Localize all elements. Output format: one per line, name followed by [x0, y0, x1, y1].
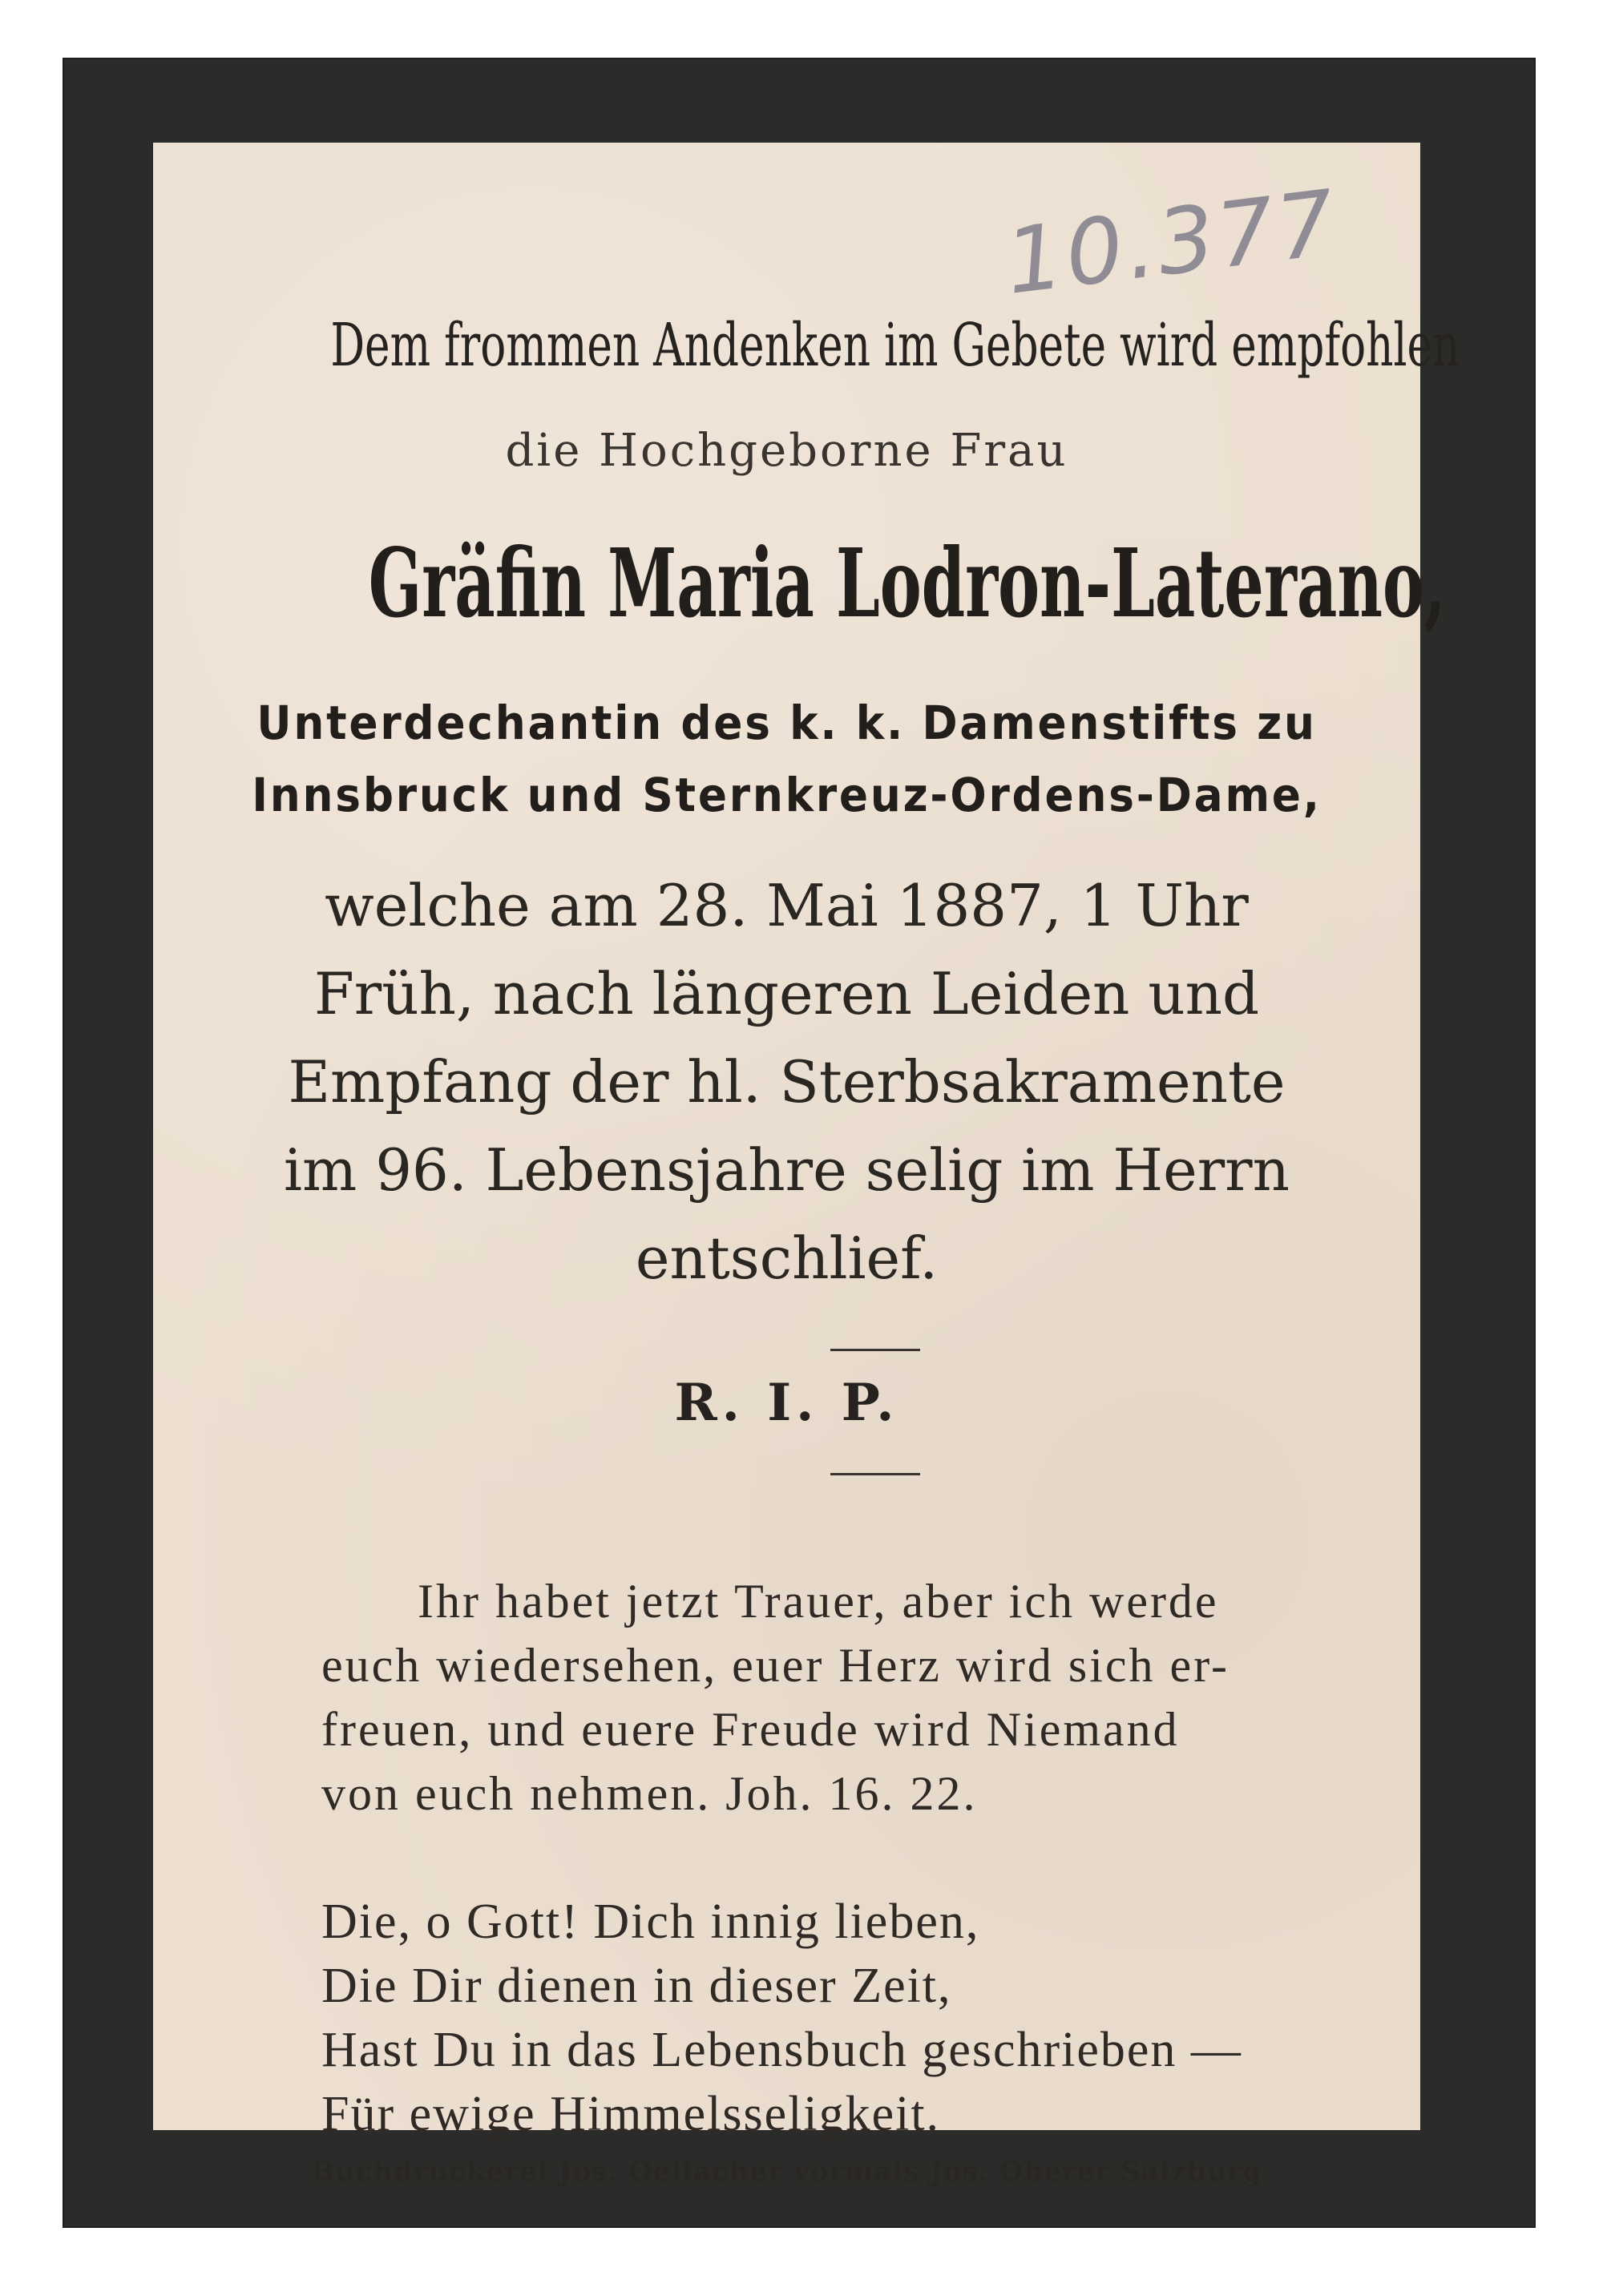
poem-line: Hast Du in das Lebensbuch geschrieben — [321, 2023, 1242, 2077]
death-notice-line: Früh, nach längeren Leiden und [313, 960, 1260, 1027]
printer-imprint: Buchdruckerei Jos. Oellacher vormals Jos. Oberer Salzburg [310, 2156, 1263, 2188]
death-notice-line: im 96. Lebensjahre selig im Herrn [284, 1136, 1290, 1204]
scripture-line: freuen, und euere Freude wird Niemand [321, 1703, 1180, 1756]
card-paper [153, 143, 1460, 2188]
death-notice-line: entschlief. [635, 1225, 939, 1292]
scripture-quote [321, 1569, 1444, 1826]
prayer-poem [321, 1890, 1444, 2146]
honorific-line: die Hochgeborne Frau [505, 425, 1068, 477]
poem-line: Für ewige Himmelsseligkeit. [321, 2087, 941, 2141]
poem-line: Die, o Gott! Dich innig lieben, [321, 1895, 980, 1949]
rip-inscription: R. I. P. [674, 1373, 899, 1433]
scripture-line: Ihr habet jetzt Trauer, aber ich werde [418, 1575, 1219, 1628]
dedication-line: Dem frommen Andenken im Gebete wird empfohlen [330, 311, 1460, 380]
scripture-line: von euch nehmen. Joh. 16. 22. [321, 1767, 978, 1820]
deceased-name: Gräfin Maria Lodron-Laterano, [368, 527, 1447, 639]
archive-number-annotation: 10.377 [999, 171, 1344, 315]
death-notice-line: Empfang der hl. Sterbsakramente [288, 1048, 1286, 1116]
title-line: Unterdechantin des k. k. Damenstifts zu [256, 696, 1317, 750]
divider-top [830, 1349, 920, 1351]
scripture-line: euch wiedersehen, euer Herz wird sich er- [321, 1639, 1230, 1692]
title-line: Innsbruck und Sternkreuz-Ordens-Dame, [252, 768, 1322, 822]
poem-line: Die Dir dienen in dieser Zeit, [321, 1959, 952, 2013]
death-notice-line: welche am 28. Mai 1887, 1 Uhr [325, 872, 1249, 939]
divider-bottom [830, 1473, 920, 1475]
mourning-card [63, 58, 1536, 2228]
